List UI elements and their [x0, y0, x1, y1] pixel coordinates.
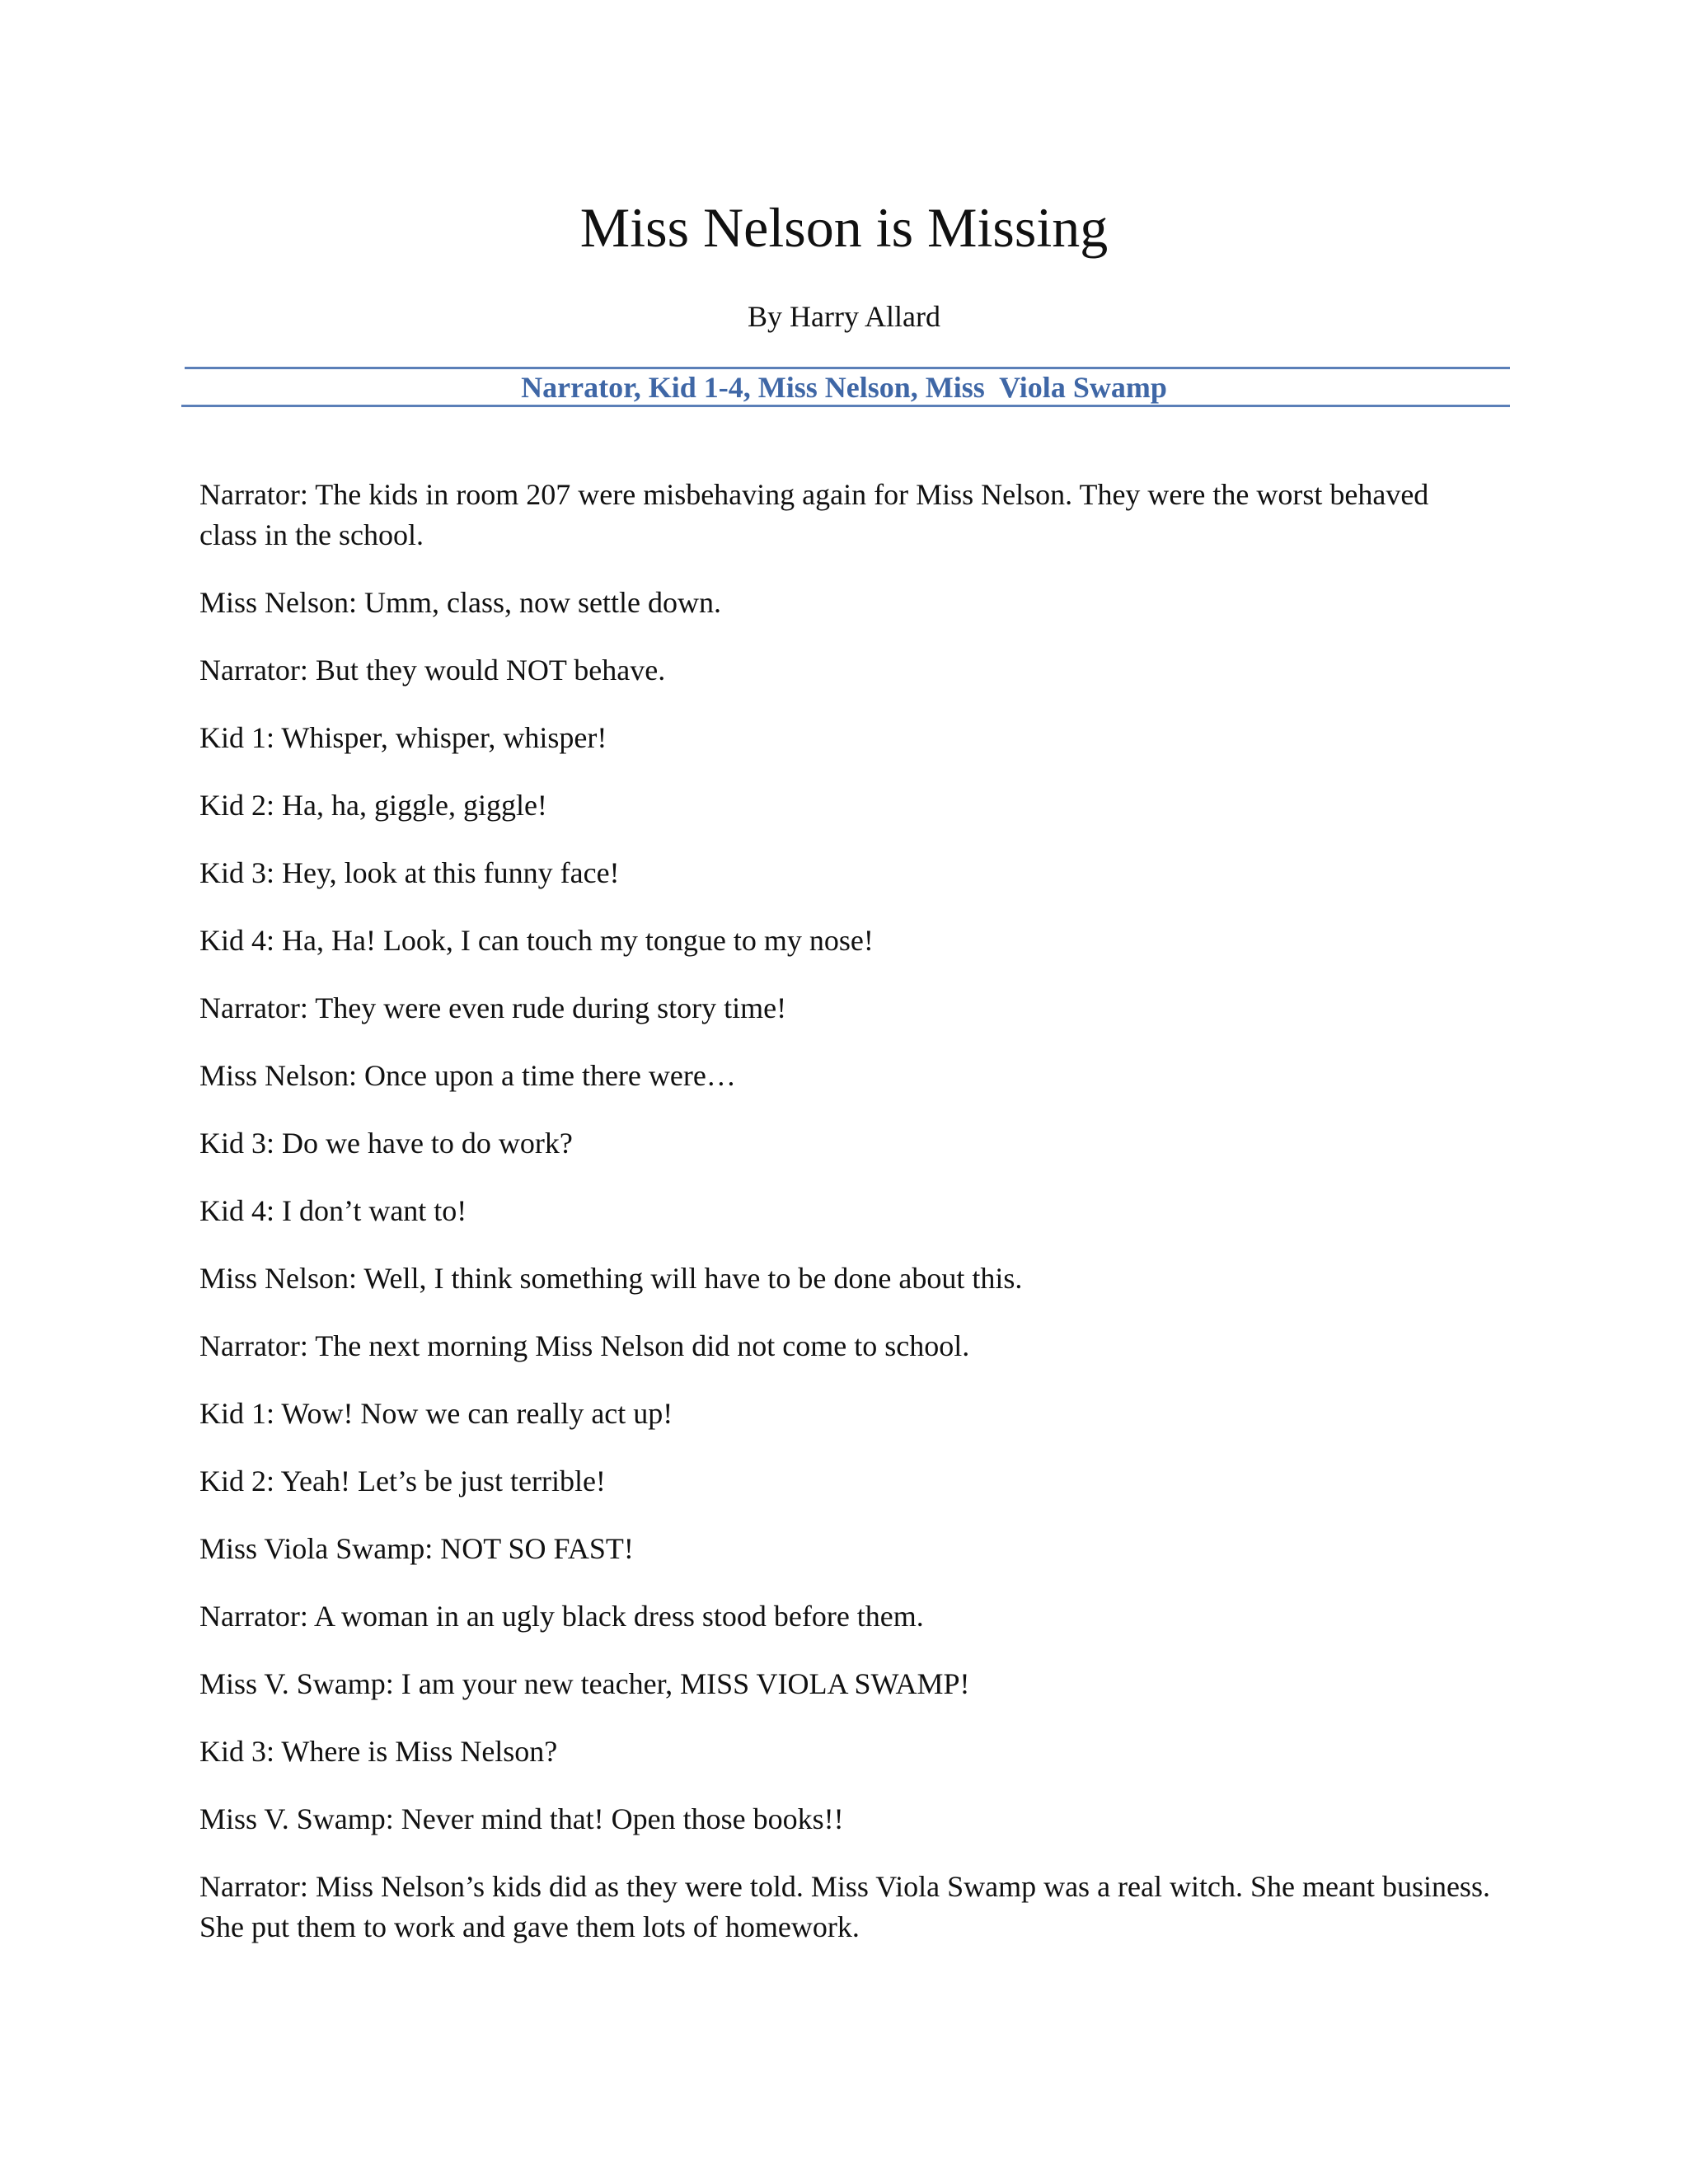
script-line: Miss V. Swamp: I am your new teacher, MISS VIOLA SWAMP!	[199, 1667, 970, 1700]
cast-list: Narrator, Kid 1-4, Miss Nelson, Miss Viola Swamp	[521, 371, 1167, 404]
document-title: Miss Nelson is Missing	[579, 196, 1109, 259]
script-line: Miss V. Swamp: Never mind that! Open those books!!	[199, 1802, 844, 1835]
script-line: Kid 3: Hey, look at this funny face!	[199, 856, 620, 889]
script-line: Narrator: But they would NOT behave.	[199, 654, 666, 687]
script-line: Miss Nelson: Umm, class, now settle down.	[199, 586, 721, 619]
script-line: Kid 3: Do we have to do work?	[199, 1127, 573, 1160]
script-line: Miss Nelson: Well, I think something will have to be done about this.	[199, 1262, 1023, 1295]
script-line: Narrator: The next morning Miss Nelson did not come to school.	[199, 1329, 970, 1362]
script-line: Kid 3: Where is Miss Nelson?	[199, 1735, 558, 1768]
script-line: Kid 4: Ha, Ha! Look, I can touch my tongue to my nose!	[199, 924, 874, 957]
script-line: Narrator: They were even rude during story time!	[199, 991, 787, 1024]
script-line: Miss Nelson: Once upon a time there were…	[199, 1059, 736, 1092]
script-lines	[199, 475, 1493, 1975]
cast-rule-bottom	[181, 405, 1510, 407]
script-line: Narrator: A woman in an ugly black dress stood before them.	[199, 1600, 924, 1633]
script-line: Narrator: The kids in room 207 were misbehaving again for Miss Nelson. They were the worst behaved class in the school.	[199, 478, 1429, 551]
cast-rule-top	[185, 367, 1510, 369]
script-line: Kid 2: Ha, ha, giggle, giggle!	[199, 789, 547, 822]
script-line: Kid 1: Wow! Now we can really act up!	[199, 1397, 673, 1430]
script-line: Kid 2: Yeah! Let’s be just terrible!	[199, 1465, 606, 1497]
script-line: Miss Viola Swamp: NOT SO FAST!	[199, 1532, 634, 1565]
script-line: Kid 1: Whisper, whisper, whisper!	[199, 721, 607, 754]
document-author: By Harry Allard	[748, 300, 940, 333]
script-line: Narrator: Miss Nelson’s kids did as they were told. Miss Viola Swamp was a real witch. She meant business. She put them to work and gave them lots of homework.	[199, 1870, 1490, 1943]
script-line: Kid 4: I don’t want to!	[199, 1194, 467, 1227]
